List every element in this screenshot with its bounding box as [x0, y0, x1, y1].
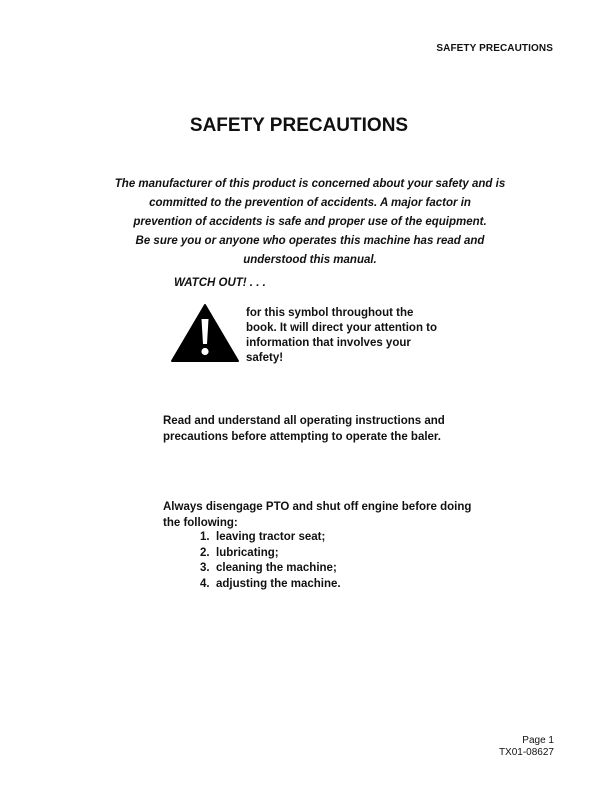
- intro-paragraph: [96, 175, 524, 270]
- step-number: 3.: [200, 562, 210, 574]
- list-item: [200, 530, 341, 546]
- step-text: cleaning the machine;: [216, 562, 337, 574]
- step-number: 2.: [200, 546, 210, 559]
- precaution-steps-list: [200, 530, 341, 592]
- running-header: SAFETY PRECAUTIONS: [436, 43, 553, 54]
- list-item: [200, 546, 341, 562]
- pto-paragraph: Always disengage PTO and shut off engine before doing the following:: [163, 501, 472, 529]
- intro-line: Be sure you or anyone who operates this machine has read and: [135, 235, 485, 247]
- intro-line: prevention of accidents is safe and proper use of the equipment.: [133, 216, 487, 228]
- list-item: [200, 561, 341, 577]
- document-code: TX01-08627: [498, 747, 554, 758]
- symbol-explanation: for this symbol throughout the book. It will direct your attention to information that involves your safety!: [246, 307, 438, 364]
- intro-line: committed to the prevention of accidents. A major factor in: [149, 197, 471, 209]
- step-text: adjusting the machine.: [216, 577, 341, 590]
- step-number: 4.: [200, 577, 210, 590]
- page-number: Page 1: [522, 735, 554, 746]
- step-text: lubricating;: [216, 546, 279, 559]
- instructions-paragraph: Read and understand all operating instructions and precautions before attempting to operate the baler.: [163, 415, 445, 443]
- intro-line: understood this manual.: [243, 254, 377, 266]
- list-item: [200, 577, 341, 593]
- step-text: leaving tractor seat;: [216, 531, 326, 543]
- warning-triangle-icon: [170, 303, 240, 363]
- page-title: SAFETY PRECAUTIONS: [189, 115, 409, 136]
- step-number: 1.: [200, 531, 210, 543]
- intro-line: The manufacturer of this product is concerned about your safety and is: [114, 178, 506, 190]
- page-footer: [499, 735, 554, 759]
- watch-out-heading: WATCH OUT! . . .: [174, 277, 266, 289]
